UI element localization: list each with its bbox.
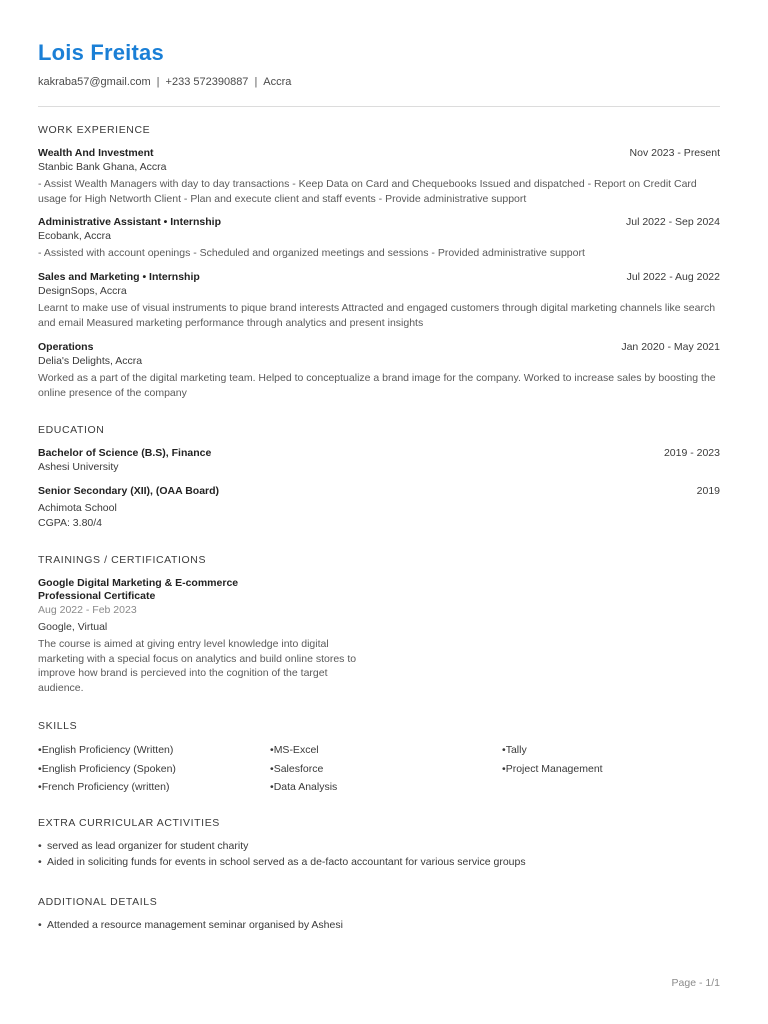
location: Accra: [263, 76, 292, 88]
job-title: Wealth And Investment: [38, 147, 154, 159]
list-item: • served as lead organizer for student charity: [38, 840, 249, 852]
job-description: Worked as a part of the digital marketing team. Helped to conceptualize a brand image for the company. Worked to increase sales by boosting the online presence of the company: [38, 372, 716, 399]
job-title: Operations: [38, 341, 94, 353]
job-dates: Nov 2023 - Present: [629, 147, 720, 159]
job-org: Stanbic Bank Ghana, Accra: [38, 161, 167, 173]
skill-item: •Data Analysis: [270, 781, 338, 793]
section-title-work: WORK EXPERIENCE: [38, 124, 151, 136]
job-org: Delia's Delights, Accra: [38, 355, 143, 367]
work-entry: [38, 271, 720, 330]
work-entry: [38, 147, 720, 206]
skill-item: •French Proficiency (written): [38, 781, 170, 793]
section-title-trainings: TRAININGS / CERTIFICATIONS: [38, 554, 207, 566]
training-org: Google, Virtual: [38, 621, 108, 633]
skills-column: [38, 742, 258, 798]
page-number: Page - 1/1: [671, 977, 720, 989]
extracurricular-list: [38, 838, 720, 870]
job-org: DesignSops, Accra: [38, 285, 127, 297]
education-dates: 2019: [696, 485, 720, 497]
work-entry: [38, 216, 720, 261]
section-title-skills: SKILLS: [38, 720, 78, 732]
separator: |: [254, 76, 258, 88]
job-title: Administrative Assistant • Internship: [38, 216, 221, 228]
skills-column: [502, 742, 722, 779]
job-description: - Assist Wealth Managers with day to day transactions - Keep Data on Card and Chequebooks Issued and dispatched - Report on Credit Card usage for High Networth Client - Plan and execute client and staff events - Provide administrative support: [38, 178, 697, 205]
skills-column: [270, 742, 490, 798]
list-item: • Attended a resource management seminar organised by Ashesi: [38, 919, 343, 931]
degree: Bachelor of Science (B.S), Finance: [38, 447, 212, 459]
education-entry: [38, 485, 720, 529]
list-item: • Aided in soliciting funds for events in school served as a de-facto accountant for various service groups: [38, 856, 526, 868]
school: Ashesi University: [38, 461, 119, 473]
job-dates: Jul 2022 - Aug 2022: [626, 271, 720, 283]
training-entry: [38, 577, 358, 695]
additional-list: [38, 917, 720, 933]
skill-item: •Tally: [502, 744, 527, 756]
job-dates: Jan 2020 - May 2021: [621, 341, 720, 353]
training-name-cont: Professional Certificate: [38, 590, 156, 602]
candidate-name: Lois Freitas: [38, 40, 164, 65]
skill-item: •MS-Excel: [270, 744, 319, 756]
work-entry: [38, 341, 720, 400]
skill-item: •English Proficiency (Written): [38, 744, 174, 756]
header-divider: [38, 106, 720, 107]
skill-item: •Project Management: [502, 762, 603, 775]
degree: Senior Secondary (XII), (OAA Board): [38, 485, 220, 497]
school: Achimota School: [38, 502, 117, 514]
job-org: Ecobank, Accra: [38, 230, 111, 242]
job-description: Learnt to make use of visual instruments to pique brand interests Attracted and engaged customers through digital marketing channels like search and email Measured marketing performance through analytics and present insights: [38, 302, 716, 329]
training-description: The course is aimed at giving entry level knowledge into digital marketing with a special focus on analytics and build online stores to improve how brand is percieved into the cognition of the target audience.: [38, 638, 357, 694]
education-dates: 2019 - 2023: [663, 447, 720, 459]
skill-item: •Salesforce: [270, 762, 324, 775]
phone: +233 572390887: [165, 76, 249, 88]
job-title: Sales and Marketing • Internship: [38, 271, 200, 283]
training-name: Google Digital Marketing & E-commerce: [38, 577, 239, 589]
email: kakraba57@gmail.com: [38, 76, 151, 88]
grade: CGPA: 3.80/4: [38, 517, 103, 529]
training-dates: Aug 2022 - Feb 2023: [38, 604, 137, 616]
separator: |: [156, 76, 160, 88]
section-title-additional: ADDITIONAL DETAILS: [38, 896, 158, 908]
education-entry: [38, 447, 720, 473]
job-dates: Jul 2022 - Sep 2024: [626, 216, 720, 228]
job-description: - Assisted with account openings - Scheduled and organized meetings and sessions - Provided administrative support: [38, 247, 585, 259]
skill-item: •English Proficiency (Spoken): [38, 762, 176, 775]
section-title-education: EDUCATION: [38, 424, 105, 436]
section-title-extracurricular: EXTRA CURRICULAR ACTIVITIES: [38, 817, 220, 829]
contact-line: [38, 76, 291, 88]
